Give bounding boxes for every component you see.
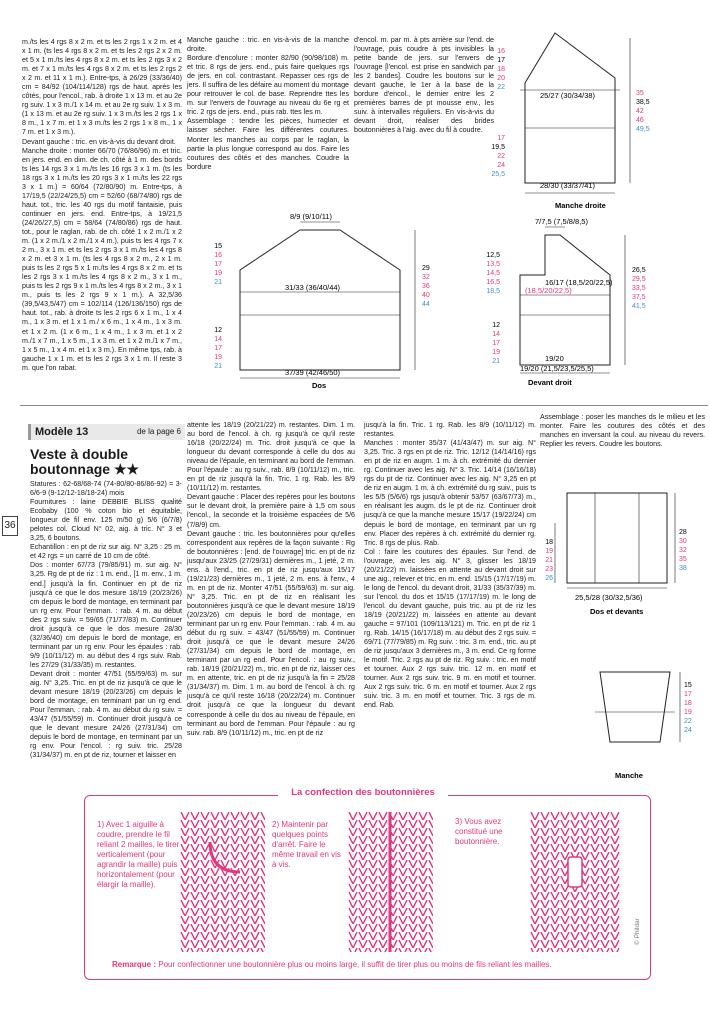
remark: Remarque : Pour confectionner une boutonnière plus ou moins large, il suffit de tirer plus ou moins de fils reliant les mailles. <box>112 960 552 969</box>
svg-text:46: 46 <box>636 117 644 124</box>
svg-text:21: 21 <box>545 557 553 564</box>
svg-text:26: 26 <box>545 575 553 582</box>
model-text-col3: jusqu'à la fin. Tric. 1 rg. Rab. les 8/9 (10/11/12) m. restantes. Manches : monter 35/37 (41/43/47) m. sur aig. N° 3,25. Tric. 3 rgs en pt de riz. Tric. 12/12 (14/14/16) rgs en pt de riz en augm. 1 m. à ch. extrémité du dernier rg. Continuer avec les aig. N° 3. Tric. 14/14 (16/16/18) rgs du pt de riz. Continuer avec les aig. N° 3,25 en pt de riz en augm. 1 m. à ch. extrémité du rg suiv., puis ts les 5/5 (5/6/6) rgs jusqu'à obtenir 53/57 (63/67/73) m., en réalisant les augm. ds le pt de riz. Continuer droit jusqu'à ce que la manche mesure 15/17 (19/22/24) cm depuis le bord de montage, en terminant par un rg env. Placer des repères à ch. extrémité du dernier rg. Tric. 8 rgs de plus. Rab. Col : faire les coutures des épaules. Sur l'end. de l'ouvrage, avec les aig. N° 3, glisser les 18/19 (20/21/22) m. laissées en attente au devant droit sur une aig., relever et tric. en m. end. 15/15 (17/17/19) m. le long de l'encol. du devant droit, 31/33 (35/37/39) m. sur l'encol. du dos et 15/15 (17/17/19) m. le long de l'encol. du devant gauche, puis tric. au pt de riz les 18/19 (20/21/22) m. laissées en attente au devant gauche = 97/101 (109/113/121) m. Tric. en pt de riz 1 rg. Rab. 14/15 (16/17/18) m. au début des 2 rgs suiv. = 69/71 (77/79/85) m. Rg suiv. : tric. 3 m. end., tric. au pt de riz jusqu'aux 3 dernières m., 3 m. end. Ce rg forme le motif. Tric. 2 rgs au pt de riz. Rg suiv. : tric. en motif et tourner. Aux 2 rgs suiv. tric. 12 m. en motif et tourner. Aux 2 rgs suiv. tric. 9 m. en motif et tourner. Aux 2 rgs suiv. tric. 6 m. en motif et tourner. Aux 2 rgs suiv. tric. 3 m. en motif et tourner. Tric. 3 rgs de m. end. Rab. <box>364 421 536 710</box>
svg-text:17: 17 <box>497 135 505 142</box>
svg-text:24: 24 <box>497 162 505 169</box>
diagram-manche <box>590 662 700 792</box>
page-number: 36 <box>2 516 18 536</box>
svg-text:28/30 (33/37/41): 28/30 (33/37/41) <box>540 181 596 190</box>
svg-text:8/9 (9/10/11): 8/9 (9/10/11) <box>290 212 332 221</box>
svg-text:20: 20 <box>497 75 505 82</box>
svg-text:19: 19 <box>214 270 222 277</box>
svg-text:Dos: Dos <box>312 381 327 390</box>
svg-text:19/20: 19/20 <box>545 354 564 363</box>
step-2: 2) Maintenir par quelques points d'arrêt. Faire le même travail en vis à vis. <box>272 820 341 869</box>
svg-text:25,5/28 (30/32,5/36): 25,5/28 (30/32,5/36) <box>575 593 643 602</box>
svg-text:24: 24 <box>684 727 692 734</box>
svg-text:12: 12 <box>214 327 222 334</box>
svg-text:32: 32 <box>422 274 430 281</box>
svg-text:Devant droit: Devant droit <box>528 378 572 387</box>
svg-text:42: 42 <box>636 108 644 115</box>
svg-text:18: 18 <box>684 700 692 707</box>
step-1: 1) Avec 1 aiguille à coudre, prendre le fil reliant 2 mailles, le tirer verticalement (pour agrandir la maille) puis horizontalement (pour élargir la maille). <box>97 820 180 889</box>
svg-text:13,5: 13,5 <box>486 261 500 268</box>
svg-text:19: 19 <box>214 354 222 361</box>
svg-text:17: 17 <box>214 345 222 352</box>
svg-text:18: 18 <box>545 539 553 546</box>
svg-text:21: 21 <box>214 363 222 370</box>
svg-text:25/27 (30/34/38): 25/27 (30/34/38) <box>540 91 596 100</box>
copyright: © Phildar <box>634 918 641 945</box>
svg-text:21: 21 <box>492 358 500 365</box>
top-text-col1: m./ts les 4 rgs 8 x 2 m. et ts les 2 rgs 1 x 2 m. et 4 x 1 m. (ts les 4 rgs 8 x 2 m. et ts les 2 rgs 2 x 2 m. et 5 x 1 m./ts les 4 rgs 8 x 2 m. et ts les 2 rgs 3 x 2 m. et 7 x 1 m./ts les 4 rgs 8 x 2 m. et ts les 2 rgs 2 x 2 m. et 11 x 1 m.). Entre-tps, à 26/29 (33/36/40) cm = 84/92 (104/114/128) rgs de haut. après les côtés, pour l'encol., rab. à droite 1 x 13 m. et au 2e rg suiv. 1 x 3 m./1 x 14 m. et au 2e rg suiv. 1 x 3 m. (1 x 13 m. et au 2e rg suiv. 1 x 3 m./ts les 2 rgs 1 x 8 m., 1 x 7 m. et 1 x 3 m./ts les 2 rgs 1 x 8 m., 1 x 7 m. et 1 x 3 m.). Devant gauche : tric. en vis-à-vis du devant droit. Manche droite : monter 66/70 (76/86/96) m. et tric. en jers. end. en dim. de ch. côté à 1 m. des bords ts les 14 rgs 3 x 1 m./ts les 16 rgs 3 x 1 m. (ts les 18 rgs 3 x 1 m./ts les 20 rgs 3 x 1 m./ts les 22 rgs 3 x 1 m.) = 60/64 (72/80/90) m. Entre-tps, à 17/19,5 (22/24/25,5) cm = 52/60 (68/74/80) rgs de haut. tot., tric. les 40 rgs du motif fantaisie, puis continuer en jers. end. Entre-tps, à 19/21,5 (24/26/27,5) cm = 58/64 (74/80/86) rgs de haut. tot., pour le raglan, rab. de ch. côté 1 x 2 m./1 x 2 m. (1 x 2 m./1 x 2 m./1 x 4 m.), puis ts les 4 rgs 7 x 2 m., 3 x 1 m. et ts les 2 rgs 3 x 1 m./ts les 4 rgs 8 x 2 m. et 3 x 1 m. (ts les 4 rgs 8 x 2 m., 2 x 1 m. puis ts les 2 rgs 5 x 1 m./ts les 4 rgs 8 x 2 m. et ts les 2 rgs 3 x 1 m./ts les 4 rgs 8 x 2 m., 3 x 1 m., puis ts les 2 rgs 9 x 1 m./ts les 4 rgs 8 x 2 m., 3 x 1 m., puis ts les 2 rgs 9 x 1 m.). A 32,5/36 (39,5/43,5/47) cm = 102/114 (126/136/150) rgs de haut. tot., rab. à droite ts les 2 rgs 6 x 1 m., 1 x 4 m., 1 x 3 m. et 1 x 1 m./ x 6 m., 1 x 4 m., 1 x 3 m. et 1 x 2 m. (1 x 6 m., 1 x 4 m., 1 x 3 m. et 1 x 2 m./1 x 7 m., 1 x 5 m., 1 x 3 m. et 1 x 2 m./1 x 7 m., 1 x 5 m., 1 x 4 m. et 1 x 3 m.). En même tps, rab. à gauche 1 x 1 m. et ts les 2 rgs 3 x 1 m. Il reste 3 m. que l'on rabat. <box>22 38 182 372</box>
diagram-devant-droit <box>470 215 685 390</box>
svg-text:29,5: 29,5 <box>632 276 646 283</box>
step-3: 3) Vous avez constitué une boutonnière. <box>455 817 503 846</box>
diagram-manche-droite <box>480 28 670 213</box>
model-text-col4: Assemblage : poser les manches ds le milieu et les monter. Faire les coutures des côtés et des manches en inversant la coul. au niveau du revers. Replier les revers. Coudre les boutons. <box>540 413 705 449</box>
svg-text:15: 15 <box>684 682 692 689</box>
svg-text:31/33 (36/40/44): 31/33 (36/40/44) <box>285 283 341 292</box>
svg-text:49,5: 49,5 <box>636 126 650 133</box>
top-text-col2: Manche gauche : tric. en vis-à-vis de la manche droite. Bordure d'encolure : monter 82/90 (90/98/108) m. et tric. 8 rgs de jers. end., puis faire quelques rgs de jers. en col. contrastant. Repasser ces rgs de jers. Il suffira de les défaire au moment du montage pour retrouver le col. de base. Reprendre ttes les m. sur l'envers de l'ouvrage au niveau du 6e rg et tric. 2 rgs de jers. end., puis rab. ttes les m. Assemblage : tendre les pièces, humecter et laisser sécher. Faire les différentes coutures. Monter les manches au corps par le raglan, la partie la plus longue correspond au dos. Faire les coutures des côtés et des manches. Coudre la bordure <box>187 36 349 171</box>
knit-illustration-1 <box>180 812 265 952</box>
knit-illustration-2 <box>348 812 433 952</box>
svg-text:28: 28 <box>679 529 687 536</box>
svg-text:21: 21 <box>214 279 222 286</box>
diagram-dos <box>200 210 450 390</box>
svg-text:19: 19 <box>492 349 500 356</box>
svg-text:41,5: 41,5 <box>632 303 646 310</box>
svg-text:35: 35 <box>636 90 644 97</box>
svg-text:19: 19 <box>684 709 692 716</box>
section-divider <box>20 405 708 406</box>
svg-text:(18,5/20/22,5): (18,5/20/22,5) <box>525 286 572 295</box>
svg-text:19,5: 19,5 <box>491 144 505 151</box>
svg-text:38: 38 <box>679 565 687 572</box>
svg-text:17: 17 <box>492 340 500 347</box>
svg-text:19/20 (21,5/23,5/25,5): 19/20 (21,5/23,5/25,5) <box>520 364 594 373</box>
svg-text:17: 17 <box>214 261 222 268</box>
top-text-col3: d'encol. m. par m. à pts arrière sur l'end. de l'ouvrage, puis coudre à pts invisibles la petite bande de jers. sur l'envers de l'ouvrage [l'encol. est prise en sandwich par les 2 bandes]. Coudre les boutons sur le devant gauche, le 1er à la base de la bordure d'encol., le dernier entre les 2 premières barres de pt mousse env., les suiv. à intervalles réguliers. En vis-à-vis du devant droit, réaliser des brides boutonnières à l'aig. avec du fil à coudre. <box>354 36 494 135</box>
svg-text:40: 40 <box>422 292 430 299</box>
svg-text:14,5: 14,5 <box>486 270 500 277</box>
svg-text:35: 35 <box>679 556 687 563</box>
svg-text:15: 15 <box>214 243 222 250</box>
svg-text:Manche: Manche <box>615 771 643 780</box>
svg-text:44: 44 <box>422 301 430 308</box>
svg-text:37,5: 37,5 <box>632 294 646 301</box>
svg-text:37/39 (42/46/50): 37/39 (42/46/50) <box>285 368 341 377</box>
svg-text:12: 12 <box>492 322 500 329</box>
svg-text:22: 22 <box>497 153 505 160</box>
svg-text:38,5: 38,5 <box>636 99 650 106</box>
svg-text:23: 23 <box>545 566 553 573</box>
diagram-dos-et-devants <box>545 488 705 638</box>
knit-illustration-3 <box>530 812 620 952</box>
svg-text:36: 36 <box>422 283 430 290</box>
svg-text:18,5: 18,5 <box>486 288 500 295</box>
model-header: Modèle 13 de la page 6 <box>28 424 185 440</box>
svg-text:16/17 (18,5/20/22,5): 16/17 (18,5/20/22,5) <box>545 278 613 287</box>
svg-text:30: 30 <box>679 538 687 545</box>
svg-text:14: 14 <box>492 331 500 338</box>
svg-text:16: 16 <box>214 252 222 259</box>
svg-text:7/7,5 (7,5/8/8,5): 7/7,5 (7,5/8/8,5) <box>535 217 588 226</box>
svg-text:18: 18 <box>497 66 505 73</box>
svg-text:14: 14 <box>214 336 222 343</box>
svg-text:19: 19 <box>545 548 553 555</box>
svg-text:25,5: 25,5 <box>491 171 505 178</box>
svg-text:32: 32 <box>679 547 687 554</box>
svg-text:33,5: 33,5 <box>632 285 646 292</box>
svg-text:Manche droite: Manche droite <box>555 201 606 210</box>
svg-text:12,5: 12,5 <box>486 252 500 259</box>
model-text-col2: attente les 18/19 (20/21/22) m. restantes. Dim. 1 m. au bord de l'encol. à ch. rg jusqu'à ce qu'il reste 16/18 (20/22/24) m. Tric. droit jusqu'à ce que la longueur du devant corresponde à celle du dos au niveau de l'épaule, en terminant au bord de l'emman. Pour l'épaule : au rg suiv., rab. 8/9 (10/11/12) m., tric. en pt de riz jusqu'à la fin. Tric. 1 rg. Rab. les 8/9 (10/11/12) m. restantes. Devant gauche : Placer des repères pour les boutons sur le devant droit, la première paire à 1,5 cm sous l'encol., la seconde et la troisième espacées de 5/6 (7/8/9) cm. Devant gauche : tric. les boutonnières pour qu'elles correspondent aux repères de la façon suivante : Rg de boutonnières : [end. de l'ouvrage] tric. en pt de riz jusqu'aux 23/25 (27/29/31) dernières m., 1 jeté, 2 m. ens. à l'end., tric. en pt de riz jusqu'aux 15/17 (19/21/23) dernières m., 1 jeté, 2 m. ens. à l'env., 4 m. en pt de riz. Monter 47/51 (55/59/63) m. sur aig. N° 3,25. Tric. en pt de riz en réalisant les boutonnières jusqu'à ce que le devant mesure 18/19 (20/23/26) cm depuis le bord de montage, en terminant par un rg env. Pour l'emman. : rab. 4 m. au début du rg suiv. = 43/47 (51/55/59) m. Continuer droit jusqu'à ce que le devant mesure 24/26 (27/31/34) cm depuis le bord de montage, en terminant par un rg end. Pour l'encol. : au rg suiv., rab. 18/19 (20/21/22) m., tric. en pt de riz, laisser ces m. en attente, tric. en pt de riz jusqu'à la fin = 25/28 (31/34/37) m. Dim. 1 m. au bord de l'encol. à ch. rg jusqu'à ce qu'il reste 16/18 (20/22/24) m. Continuer droit jusqu'à ce que la longueur du devant corresponde à celle du dos au niveau de l'épaule, en terminant au bord de l'emman. Pour l'épaule : au rg suiv. rab. 8/9 (10/11/12) m., tric. en pt de riz <box>187 421 355 737</box>
svg-text:16: 16 <box>497 48 505 55</box>
svg-text:Dos et devants: Dos et devants <box>590 607 644 616</box>
svg-text:16,5: 16,5 <box>486 279 500 286</box>
svg-text:17: 17 <box>497 57 505 64</box>
svg-text:22: 22 <box>497 84 505 91</box>
model-title: Veste à double boutonnage ★★ <box>30 446 140 477</box>
svg-text:22: 22 <box>684 718 692 725</box>
model-text-col1: Statures : 62-68/68-74 (74-80/80-86/86-92) = 3-6/6-9 (9-12/12-18/18-24) mois Fournitures : laine DEBBIE BLISS qualité Ecobaby (100 % coton bio et équitable, longueur de fil env. 125 m/50 g) 5/6 (6/7/8) pelotes col. Cloud N° 02, aig. à tric. N° 3 et 3,25, 6 boutons. Echantillon : en pt de riz sur aig. N° 3,25 : 25 m. et 42 rgs = un carré de 10 cm de côté. Dos : monter 67/73 (79/85/91) m. sur aig. N° 3,25. Rg de pt de riz : 1 m. end., [1 m. env., 1 m. end.] jusqu'à la fin. Continuer en pt de riz jusqu'à ce que le dos mesure 18/19 (20/23/26) cm depuis le bord de montage, en terminant par un rg env. Pour l'emman. : rab. 4 m. au début des 2 rgs suiv. = 59/65 (71/77/83) m. Continuer droit jusqu'à ce que le dos mesure 28/30 (32/36/40) cm depuis le bord de montage, en terminant par un rg env. Pour les épaules : rab. 9/9 (10/11/12) m. au début des 4 rgs suiv. Rab. les 27/29 (31/33/35) m. restantes. Devant droit : monter 47/51 (55/59/63) m. sur aig. N° 3,25. Tric. en pt de riz jusqu'à ce que le devant mesure 18/19 (20/23/26) cm depuis le bord de montage, en terminant par un rg end. Pour l'emman. : rab. 4 m. au début du rg suiv. = 43/47 (51/55/59) m. Continuer droit jusqu'à ce que le devant mesure 24/26 (27/31/34) cm depuis le bord de montage, en terminant par un rg env. Pour l'encol. : rg suiv. tric. 25/28 (31/34/37) m. en pt de riz, tourner et laisser en <box>30 480 182 760</box>
svg-text:17: 17 <box>684 691 692 698</box>
confection-title: La confection des boutonnières <box>278 787 448 798</box>
svg-text:26,5: 26,5 <box>632 267 646 274</box>
svg-text:29: 29 <box>422 265 430 272</box>
